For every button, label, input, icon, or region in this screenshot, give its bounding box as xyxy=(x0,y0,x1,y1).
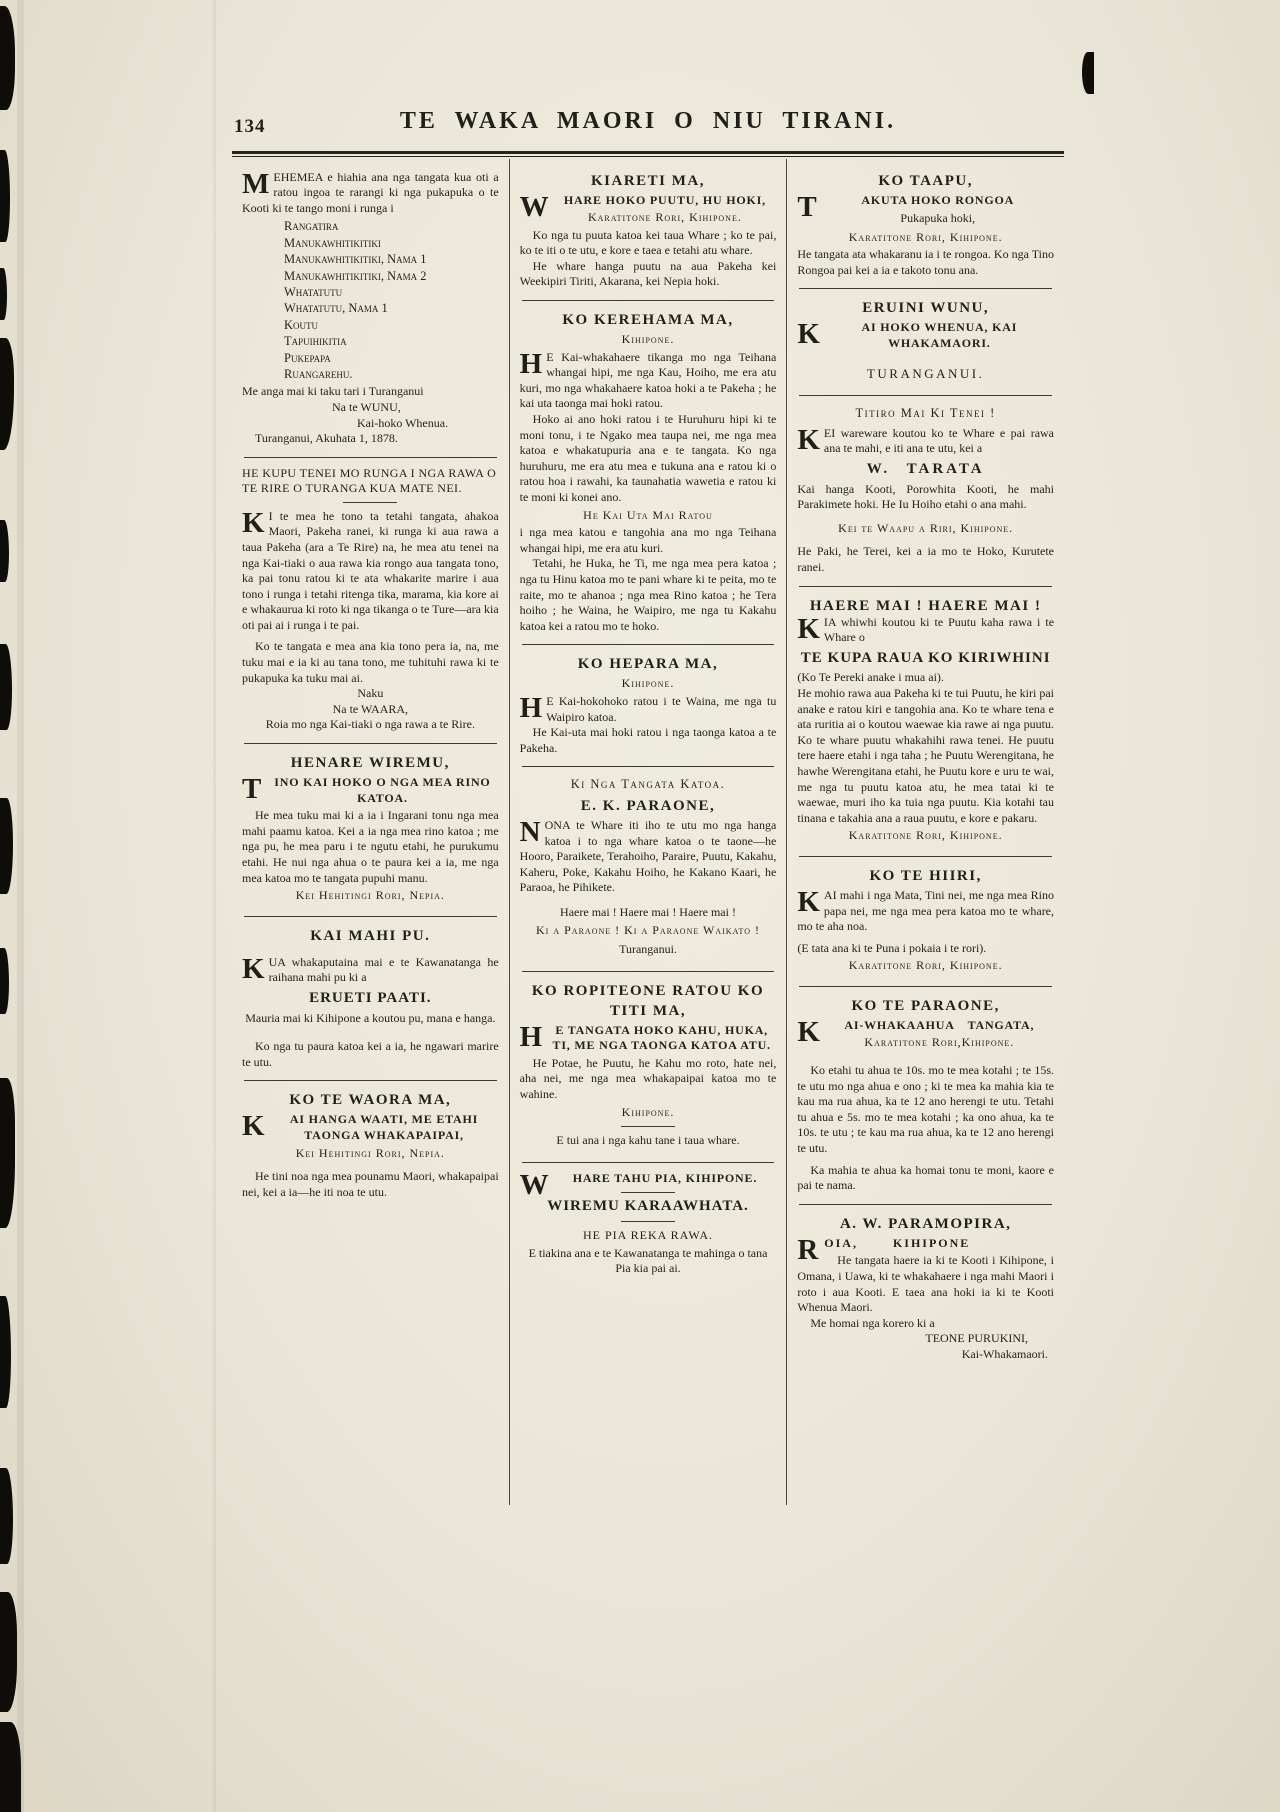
ad-subtitle: Pukapuka hoki, xyxy=(900,211,976,226)
dateline: Turanganui, Akuhata 1, 1878. xyxy=(255,431,398,446)
ad-paragraph: He tini noa nga mea pounamu Maori, whakapaipai nei, kei a ia—he iti noa te utu. xyxy=(242,1169,499,1199)
ad-paragraph: Ka mahia te ahua ka homai tonu te moni, kaore e pai te nama. xyxy=(797,1162,1055,1193)
ad-lead-text: IA whiwhi koutou ki te Puutu kaha rawa i te Whare o xyxy=(823,614,1055,645)
place-name: Whatatutu, Nama 1 xyxy=(284,301,388,316)
ad-title: KO TAAPU, xyxy=(878,172,973,189)
ad-title: KO KEREHAMA MA, xyxy=(562,312,734,329)
section-rule xyxy=(244,743,497,744)
ad-title: HAERE MAI ! HAERE MAI ! xyxy=(809,597,1042,614)
ad-paragraph: Me homai nga korero ki a xyxy=(810,1315,935,1330)
masthead-rule-thick xyxy=(232,151,1064,154)
page-content xyxy=(232,108,1064,1505)
ad-lead xyxy=(797,423,1055,457)
ad-address: Kei Hehitingi Rori, Nepia. xyxy=(295,1145,445,1160)
ad-kai-mahi-pu xyxy=(242,920,499,1078)
place-name: Tapuihikitia xyxy=(284,334,347,349)
dropcap: K xyxy=(242,506,265,539)
scan-smudge xyxy=(0,6,15,110)
scan-smudge xyxy=(0,268,7,320)
ad-note: (Ko Te Pereki anake i mua ai). xyxy=(797,670,944,685)
scan-smudge xyxy=(1082,52,1094,94)
ad-subtitle-text: AKUTA HOKO RONGOA xyxy=(861,192,1015,207)
section-rule xyxy=(522,971,775,972)
ad-paraone-photographer xyxy=(797,990,1054,1201)
ad-subtitle-text: AI HANGA WAATI, ME ETAHI TAONGA WHAKAPAIPAI, xyxy=(289,1112,479,1142)
dropcap: K xyxy=(797,1015,821,1048)
section-rule xyxy=(522,300,775,301)
ad-paragraph-text: I te mea he tono ta tetahi tangata, ahakoa Maori, Pakeha ranei, ki runga ki aua rawa a taua Pakeha (ara a Te Rire) na, he mea atu tenei na nga Kai-tiaki o aua rawa kia rongo aua tangata tono, ka pai tonu ratou ki te ata whakarite marire i aua tono i runga i tetahi ritenga tika, marama, kia kore ai e whakaurua ki roto ki nga tikanga o te Ture—ara kia oti pai ai i runga i te pai. xyxy=(242,508,499,632)
ad-paragraph: He Kai-uta mai hoki ratou i nga taonga katoa a te Pakeha. xyxy=(519,725,777,755)
ad-subtitle-text: AI HOKO WHENUA, KAI WHAKAMAORI. xyxy=(861,320,1018,351)
contact-name: TEONE PURUKINI, xyxy=(925,1331,1029,1346)
ad-title: HENARE WIREMU, xyxy=(290,755,450,772)
ad-subtitle-text: AI-WHAKAAHUA TANGATA, xyxy=(844,1017,1035,1032)
ad-moni-notice xyxy=(242,165,499,454)
short-rule xyxy=(621,1126,675,1127)
ad-brewery xyxy=(520,1166,777,1284)
ad-title: KO ROPITEONE RATOU KO xyxy=(531,982,765,999)
dropcap: K xyxy=(797,885,820,918)
ad-paragraph: Mauria mai ki Kihipone a koutou pu, mana e hanga. xyxy=(245,1010,496,1025)
signature-name: Na te WAARA, xyxy=(332,701,409,716)
ad-lead-text: EI wareware koutou ko te Whare e pai rawa ana te mahi, e iti ana te utu, kei a xyxy=(823,425,1055,456)
ad-ropiteone xyxy=(520,975,777,1159)
section-rule xyxy=(799,1204,1052,1205)
ad-paramopira-lawyer xyxy=(797,1208,1054,1370)
ad-paragraph: Ko te tangata e mea ana kia tono pera ia, na, me tuku mai e ia ki au tana tono, me tuhituhi rawa ki te pukapuka ka tuku mai ai. xyxy=(242,639,499,685)
ad-subtitle-text: HARE HOKO PUUTU, HU HOKI, xyxy=(563,192,766,207)
section-rule xyxy=(244,916,497,917)
ad-paragraph xyxy=(242,506,499,634)
ad-lead xyxy=(797,612,1055,646)
short-rule xyxy=(343,502,397,503)
advertiser-name: W. TARATA xyxy=(866,461,985,478)
ad-paragraph xyxy=(519,691,777,725)
ad-subtitle-text: OIA, KIHIPONE xyxy=(824,1235,971,1250)
ad-subhead: He Kai Uta Mai Ratou xyxy=(583,507,713,522)
section-rule xyxy=(244,1080,497,1081)
advertiser-name: ERUETI PAATI. xyxy=(309,989,432,1006)
dropcap: K xyxy=(242,952,265,985)
ad-kicker: Ki Nga Tangata Katoa. xyxy=(570,777,726,792)
columns xyxy=(232,159,1064,1505)
scan-smudge xyxy=(0,948,9,1014)
ad-kerehama xyxy=(520,304,777,641)
ad-place: TURANGANUI. xyxy=(866,365,985,381)
ad-hiiri-tinsmith xyxy=(797,860,1054,983)
dropcap: R xyxy=(797,1233,821,1266)
advertiser-name: WIREMU KARAAWHATA. xyxy=(547,1198,749,1215)
ad-paragraph: Kai hanga Kooti, Porowhita Kooti, he mahi Parakimete hoki. He Iu Hoiho etahi o ana mahi. xyxy=(797,481,1055,512)
ad-title: ERUINI WUNU, xyxy=(862,300,990,317)
ad-title xyxy=(519,1168,777,1201)
ad-address: Karatitone Rori, Kihipone. xyxy=(848,229,1003,244)
place-name: Koutu xyxy=(284,317,319,332)
scan-smudge xyxy=(0,338,14,450)
ad-paragraph: i nga mea katou e tangohia ana mo nga Teihana whangai hipi, me era atu kuri. xyxy=(519,525,777,555)
signature-name: Na te WUNU, xyxy=(332,399,401,414)
page-crease xyxy=(213,0,216,1812)
place-name: Manukawhitikitiki xyxy=(284,235,381,250)
ad-subtitle-text: E TANGATA HOKO KAHU, HUKA, TI, ME NGA TAONGA KATOA ATU. xyxy=(552,1022,771,1053)
scan-smudge xyxy=(0,1296,11,1408)
ad-title: KO TE HIIRI, xyxy=(869,867,982,884)
dropcap: N xyxy=(519,815,541,848)
ad-title: KO TE WAORA MA, xyxy=(289,1092,452,1109)
ad-subtitle xyxy=(797,1233,1054,1266)
ad-lead-text: AI mahi i nga Mata, Tini nei, me nga mea Rino papa nei, me nga mea pera katoa mo te whare, mo te aha noa. xyxy=(797,887,1055,934)
ad-rire-estate-notice xyxy=(242,461,499,740)
ad-title: A. W. PARAMOPIRA, xyxy=(839,1215,1012,1232)
column-1 xyxy=(232,159,509,1505)
ad-subtitle-text: INO KAI HOKO O NGA MEA RINO KATOA. xyxy=(274,775,491,805)
scan-smudge xyxy=(0,1078,15,1228)
masthead-rule-thin xyxy=(232,156,1064,157)
scan-smudge xyxy=(0,520,9,582)
ad-paragraph-text: E Kai-whakahaere tikanga mo nga Teihana whangai hipi, me nga Kau, Hoiho, me era atu kuri, mo nga whakahaere katoa hoki a te Pakeha ; he kai uta taonga mai hoki ratou. xyxy=(519,349,777,411)
contact-role: Kai-Whakamaori. xyxy=(961,1346,1049,1361)
place-name: Rangatira xyxy=(284,219,339,234)
ad-paragraph-text: E Kai-hokohoko ratou i te Waina, me nga tu Waipiro katoa. xyxy=(546,693,777,724)
ad-ek-paraone xyxy=(520,770,777,967)
ad-title: KO TE PARAONE, xyxy=(851,997,1000,1014)
ad-paragraph: He whare hanga puutu na aua Pakeha kei Weekipiri Tiriti, Akarana, kei Nepia hoki. xyxy=(519,258,777,289)
ad-address: Karatitone Rori, Kihipone. xyxy=(848,828,1003,843)
section-rule xyxy=(799,288,1052,289)
place-name: Manukawhitikitiki, Nama 1 xyxy=(284,252,427,267)
ad-lead-text: UA whakaputaina mai e te Kawanatanga he raihana mahi pu ki a xyxy=(268,954,499,985)
ad-subtitle xyxy=(242,775,499,806)
dropcap: H xyxy=(519,347,543,380)
ad-lead xyxy=(519,815,777,896)
ad-paragraph: He mohio rawa aua Pakeha ki te tui Puutu, he kiri pai anake e ratou kiri e tangohia ana. Ko te whare tena e ata ruritia ai o koutou waewae kia rawe ai nga puutu. Ko te whare puutu whakahihi rawa tenei. He puutu tere haere etahi i nga taha ; he Puutu Werengitana, he hawhe Werengitana etahi, he Puutu kore e uru te wai, me nga tu puutu katoa atu, he mea tatai ki te waewae, muri iho ka tuia nga puutu. Kia kotahi tau tinana e takahia ana a raua puutu, e kore e pakaru. xyxy=(797,685,1055,825)
short-rule xyxy=(621,1192,675,1193)
ad-note: (E tata ana ki te Puna i pokaia i te rori). xyxy=(797,940,987,955)
place-name: Pukepapa xyxy=(284,350,331,365)
ad-address: Karatitone Rori,Kihipone. xyxy=(864,1035,1015,1050)
ad-kupa-kiriwhini-boots xyxy=(797,590,1054,853)
ad-paragraph: He tangata haere ia ki te Kooti i Kihipone, i Omana, i Uawa, ki te whakahaere i nga mahi Maori i roto i aua Kooti. E taea ana hoki ia ki te Kooti Whenua Maori. xyxy=(797,1253,1055,1315)
scan-smudge xyxy=(0,1592,17,1712)
short-rule xyxy=(621,1221,675,1222)
ad-place: Turanganui. xyxy=(619,942,677,957)
ad-subtitle xyxy=(797,320,1054,351)
place-name: Whatatutu xyxy=(284,284,343,299)
section-rule xyxy=(522,766,775,767)
page-header xyxy=(232,108,1064,144)
ad-subtitle xyxy=(242,1112,499,1143)
masthead-title: TE WAKA MAORI O NIU TIRANI. xyxy=(399,108,897,134)
signature-role: Roia mo nga Kai-tiaki o nga rawa a te Rire. xyxy=(265,717,475,732)
ad-line: Me anga mai ki taku tari i Turanganui xyxy=(242,384,424,399)
ad-paragraph xyxy=(519,347,777,412)
column-2 xyxy=(509,159,787,1505)
ad-address: Kihipone. xyxy=(621,1104,675,1119)
ad-paragraph: Ko nga tu paura katoa kei a ia, he ngawari marire te utu. xyxy=(242,1039,499,1069)
signature-line: Naku xyxy=(357,686,384,701)
ad-kicker: Titiro Mai Ki Tenei ! xyxy=(855,406,996,421)
ad-address: Kihipone. xyxy=(621,332,675,347)
ad-title: KIARETI MA, xyxy=(591,172,706,189)
dropcap: H xyxy=(519,1020,544,1053)
ad-paragraph: He mea tuku mai ki a ia i Ingarani tonu nga mea mahi paamu katoa. Kei a ia nga mea rino katoa ; me nga pu, he mea paru i te ngutu etahi, he purukumu etahi. He nui nga ahua o te paura kei a ia, me nga mea katoa mo te tangata pupuhi manu. xyxy=(242,808,499,885)
ad-address: Karatitone Rori, Kihipone. xyxy=(587,210,742,225)
ad-lead xyxy=(242,952,499,986)
ad-eruini-wunu xyxy=(797,292,1054,392)
ad-paragraph: E tiakina ana e te Kawanatanga te mahinga o tana Pia kia pai ai. xyxy=(528,1245,768,1276)
place-name: Ruangarehu. xyxy=(284,366,353,381)
ad-address: Kei te Waapu a Riri, Kihipone. xyxy=(838,520,1014,535)
ad-lead-text: EHEMEA e hiahia ana nga tangata kua oti a ratou ingoa te rarangi ki nga pukapuka o te Kooti ki te tango moni i runga i xyxy=(242,169,499,215)
section-rule xyxy=(522,1162,775,1163)
ad-lead-text: ONA te Whare iti iho te utu mo nga hanga katoa i to nga whare katoa o te taone—he Hooro, Paraikete, Terahoiho, Paraire, Puutu, Kakahu, Kaheru, Poke, Kakahu Hoiho, he Kakano Kaari, he Paraoa, he Pihikete. xyxy=(519,817,777,895)
ad-subtitle: HE PIA REKA RAWA. xyxy=(582,1228,714,1242)
ad-paragraph: Tetahi, he Huka, he Ti, me nga mea pera katoa ; nga tu Hinu katoa mo te pani whare ki te peita, mo te raite, mo te ahanoa ; nga mea Rino katoa ; he Tera hoiho ; he Waina, he Waipiro, me nga tu Kakahu katoa kei a ratou mo te hoko. xyxy=(519,556,777,633)
section-rule xyxy=(799,856,1052,857)
ad-title: TITI MA, xyxy=(609,1002,687,1019)
scan-smudge xyxy=(0,798,13,894)
place-name: Manukawhitikitiki, Nama 2 xyxy=(284,268,427,283)
advertiser-name: TE KUPA RAUA KO KIRIWHINI xyxy=(800,649,1051,666)
dropcap: W xyxy=(519,1168,550,1201)
notice-heading: HE KUPU TENEI MO RUNGA I NGA RAWA O TE RIRE O TURANGA KUA MATE NEI. xyxy=(242,465,497,495)
ad-henare-wiremu xyxy=(242,747,499,913)
ad-hepara xyxy=(520,648,777,763)
section-rule xyxy=(799,986,1052,987)
ad-paragraph: Ko etahi tu ahua te 10s. mo te mea kotahi ; te 15s. te utu mo nga ahua e ono ; ki te mea ka mahia kia te kau ma rua ahua, ka te 12 ano herengi te utu. Tetahi tu ahua e 5s. mo te mea kotahi ; ka ono ahua, ka te 10s. te utu ; te kau ma rua ahua, ka te 12 ano herengi te utu. xyxy=(797,1063,1055,1156)
ad-tarata-coachbuilder xyxy=(797,399,1054,582)
ad-kiareti xyxy=(520,165,777,298)
section-rule xyxy=(799,586,1052,587)
ad-title: KAI MAHI PU. xyxy=(310,927,431,944)
signature-role: Kai-hoko Whenua. xyxy=(357,415,449,430)
column-3 xyxy=(786,159,1064,1505)
dropcap: K xyxy=(797,612,820,645)
place-list xyxy=(242,218,499,382)
ad-paragraph: He Potae, he Puutu, he Kahu mo roto, hate nei, aha nei, me nga mea whakapaipai katoa mo te wahine. xyxy=(519,1055,777,1102)
call-line: Haere mai ! Haere mai ! Haere mai ! xyxy=(560,904,736,919)
ad-lead xyxy=(242,167,499,217)
ad-address: Kei Hehitingi Rori, Nepia. xyxy=(295,888,445,903)
scan-smudge xyxy=(0,150,10,242)
ad-paragraph: He tangata ata whakaranu ia i te rongoa. Ko nga Tino Rongoa pai kei a ia e takoto tonu ana. xyxy=(797,247,1055,277)
dropcap: K xyxy=(242,1110,266,1143)
section-rule xyxy=(799,395,1052,396)
dropcap: K xyxy=(797,318,821,351)
dropcap: W xyxy=(519,190,550,223)
page-number: 134 xyxy=(234,116,266,137)
ad-paragraph: He Paki, he Terei, kei a ia mo te Hoko, Kurutete ranei. xyxy=(797,544,1055,574)
scan-streak xyxy=(17,0,24,1812)
ad-title: KO HEPARA MA, xyxy=(577,656,719,673)
dropcap: H xyxy=(519,691,543,724)
ad-address: Karatitone Rori, Kihipone. xyxy=(848,958,1003,973)
dropcap: M xyxy=(242,167,270,200)
dropcap: T xyxy=(797,190,818,223)
ad-address: Kihipone. xyxy=(621,676,675,691)
dropcap: K xyxy=(797,423,820,456)
dropcap: T xyxy=(242,773,263,806)
scan-smudge xyxy=(0,644,12,730)
ad-paragraph: E tui ana i nga kahu tane i taua whare. xyxy=(556,1133,740,1148)
ad-paragraph: Hoko ai ano hoki ratou i te Huruhuru hipi ki te moni tonu, i te Ngako mea taupa nei, me nga mea katoa e whakatupuria ana e te tangata. Ko nga huruhuru, me era atu mea e tukuna ana e ratou ki o ratou hoa i rawahi, ka taunahatia wawetia e ratou ki te moni ki konei ano. xyxy=(519,412,777,504)
ad-paragraph: Ko nga tu puuta katoa kei taua Whare ; ko te pai, ko te iti o te utu, e kore e taea e tetahi atu whare. xyxy=(519,227,777,258)
scan-smudge xyxy=(0,1468,13,1564)
section-rule xyxy=(244,457,497,458)
ad-waora-watchmaker xyxy=(242,1084,499,1207)
call-line: Ki a Paraone ! Ki a Paraone Waikato ! xyxy=(536,923,760,938)
section-rule xyxy=(522,644,775,645)
ad-subtitle xyxy=(519,1020,777,1054)
ad-title-text: HARE TAHU PIA, KIHIPONE. xyxy=(572,1170,758,1185)
ad-taapu-chemist xyxy=(797,165,1054,286)
ad-title: E. K. PARAONE, xyxy=(580,797,716,814)
ad-lead xyxy=(797,885,1055,935)
